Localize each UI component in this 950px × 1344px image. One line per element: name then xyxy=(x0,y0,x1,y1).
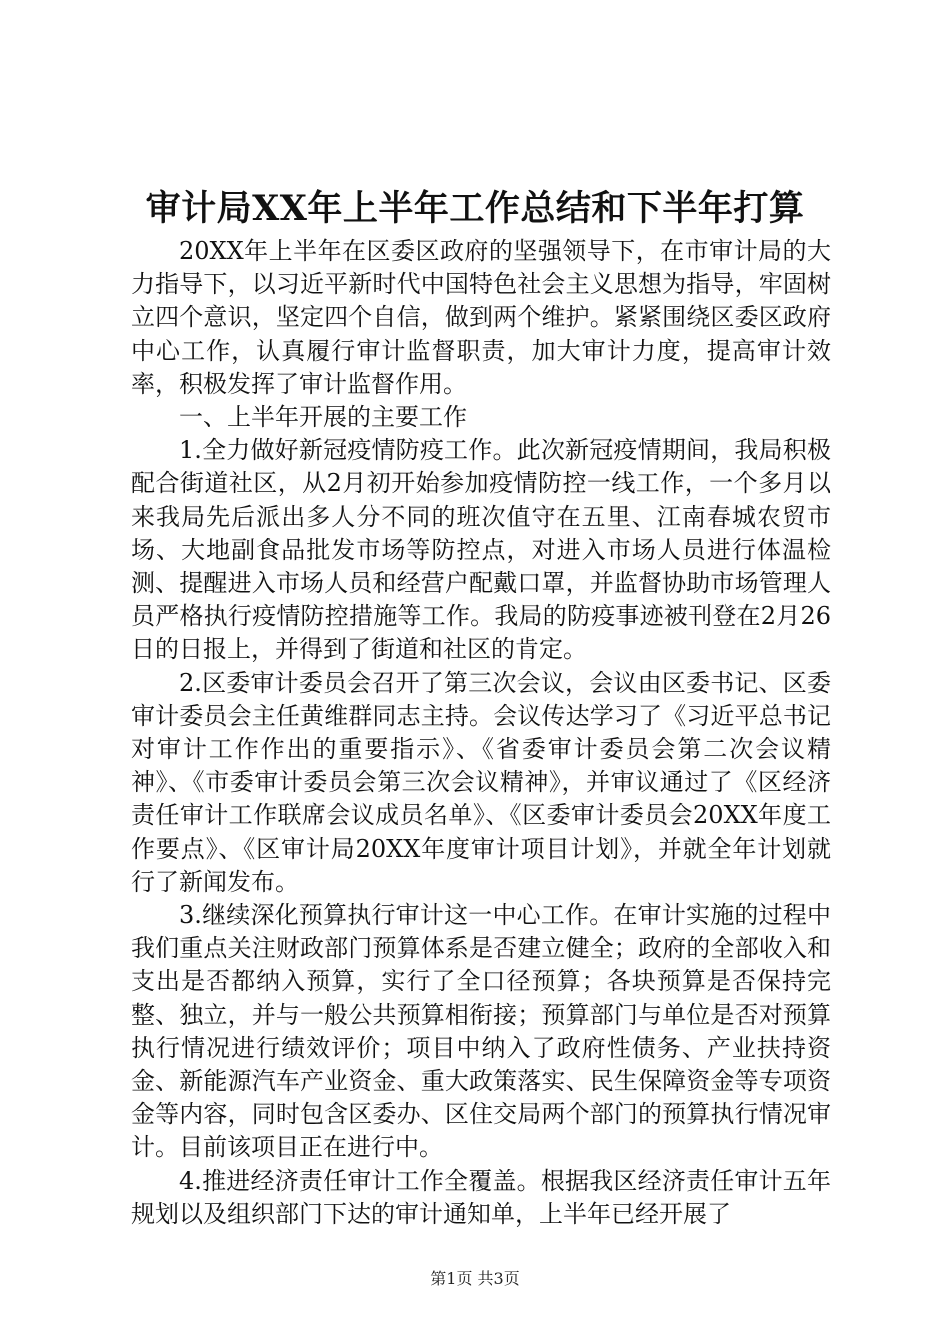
intro-paragraph: 20XX年上半年在区委区政府的坚强领导下，在市审计局的大力指导下，以习近平新时代中国特色社会主义思想为指导，牢固树立四个意识，坚定四个自信，做到两个维护。紧紧围绕区委区政府中心工作，认真履行审计监督职责，加大审计力度，提高审计效率，积极发挥了审计监督作用。 xyxy=(131,237,831,398)
paragraph-item-3: 3.继续深化预算执行审计这一中心工作。在审计实施的过程中我们重点关注财政部门预算体系是否建立健全；政府的全部收入和支出是否都纳入预算，实行了全口径预算；各块预算是否保持完整、独立，并与一般公共预算相衔接；预算部门与单位是否对预算执行情况进行绩效评价；项目中纳入了政府性债务、产业扶持资金、新能源汽车产业资金、重大政策落实、民生保障资金等专项资金等内容，同时包含区委办、区住交局两个部门的预算执行情况审计。目前该项目正在进行中。 xyxy=(131,901,831,1162)
document-title: 审计局XX年上半年工作总结和下半年打算 xyxy=(145,188,805,229)
document-body xyxy=(131,235,831,1231)
page-number-footer: 第1页 共3页 xyxy=(430,1269,520,1288)
paragraph-item-2: 2.区委审计委员会召开了第三次会议，会议由区委书记、区委审计委员会主任黄维群同志主持。会议传达学习了《习近平总书记对审计工作作出的重要指示》、《省委审计委员会第二次会议精神》、《市委审计委员会第三次会议精神》，并审议通过了《区经济责任审计工作联席会议成员名单》、《区委审计委员会20XX年度工作要点》、《区审计局20XX年度审计项目计划》，并就全年计划就行了新闻发布。 xyxy=(131,668,831,896)
paragraph-item-1: 1.全力做好新冠疫情防疫工作。此次新冠疫情期间，我局积极配合街道社区，从2月初开始参加疫情防控一线工作，一个多月以来我局先后派出多人分不同的班次值守在五里、江南春城农贸市场、大地副食品批发市场等防控点，对进入市场人员进行体温检测、提醒进入市场人员和经营户配戴口罩，并监督协助市场管理人员严格执行疫情防控措施等工作。我局的防疫事迹被刊登在2月26日的日报上，并得到了街道和社区的肯定。 xyxy=(131,436,831,664)
section-heading: 一、上半年开展的主要工作 xyxy=(179,403,467,432)
paragraph-item-4: 4.推进经济责任审计工作全覆盖。根据我区经济责任审计五年规划以及组织部门下达的审计通知单，上半年已经开展了 xyxy=(131,1166,831,1228)
